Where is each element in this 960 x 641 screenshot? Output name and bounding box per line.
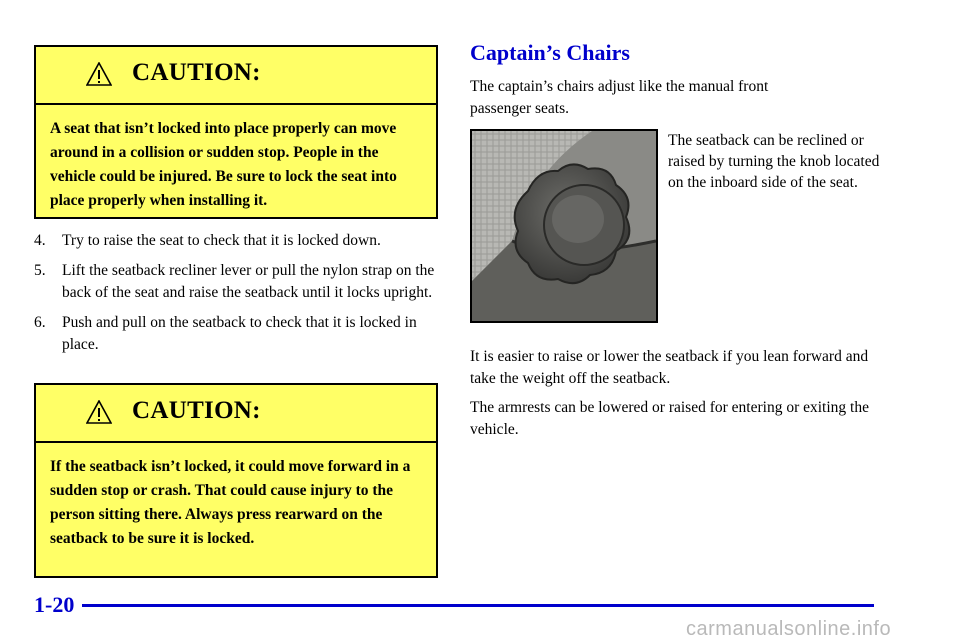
photo-caption: The seatback can be reclined or raised by turning the knob located on the inboard side of the seat.	[668, 132, 880, 191]
step-number: 5.	[34, 262, 46, 279]
caution-title: CAUTION:	[132, 59, 261, 86]
step-number: 4.	[34, 232, 46, 249]
step-text: Push and pull on the seatback to check that it is locked in place.	[62, 314, 417, 353]
section-title: Captain’s Chairs	[470, 40, 630, 65]
warning-triangle-icon	[86, 62, 112, 86]
caution-header	[36, 385, 436, 443]
caution-header	[36, 47, 436, 105]
step-text: Try to raise the seat to check that it is locked down.	[62, 232, 381, 249]
section-paragraph-2: The armrests can be lowered or raised for entering or exiting the vehicle.	[470, 399, 869, 438]
step-item	[34, 312, 444, 356]
seatback-knob-image	[472, 131, 656, 321]
section-paragraph-1: It is easier to raise or lower the seatback if you lean forward and take the weight off the seatback.	[470, 348, 869, 387]
caution-text: A seat that isn’t locked into place properly can move around in a collision or sudden stop. People in the vehicle could be injured. Be sure to lock the seat into place properly when installing it.	[50, 120, 397, 209]
caution-text: If the seatback isn’t locked, it could move forward in a sudden stop or crash. That could cause injury to the person sitting there. Always press rearward on the seatback to be sure it is locked.	[50, 458, 411, 547]
caution-box-2	[34, 383, 438, 578]
caution-box-1	[34, 45, 438, 219]
section-intro: The captain’s chairs adjust like the manual front passenger seats.	[470, 78, 769, 117]
step-list	[34, 230, 444, 364]
step-item	[34, 230, 444, 252]
page-number: 1-20	[34, 592, 75, 617]
step-text: Lift the seatback recliner lever or pull the nylon strap on the back of the seat and raise the seatback until it locks upright.	[62, 262, 435, 301]
seat-knob-photo	[470, 129, 658, 323]
warning-triangle-icon	[86, 400, 112, 424]
caution-title: CAUTION:	[132, 397, 261, 424]
footer-divider	[82, 604, 874, 607]
watermark: carmanualsonline.info	[686, 618, 892, 640]
step-item	[34, 260, 444, 304]
step-number: 6.	[34, 314, 46, 331]
